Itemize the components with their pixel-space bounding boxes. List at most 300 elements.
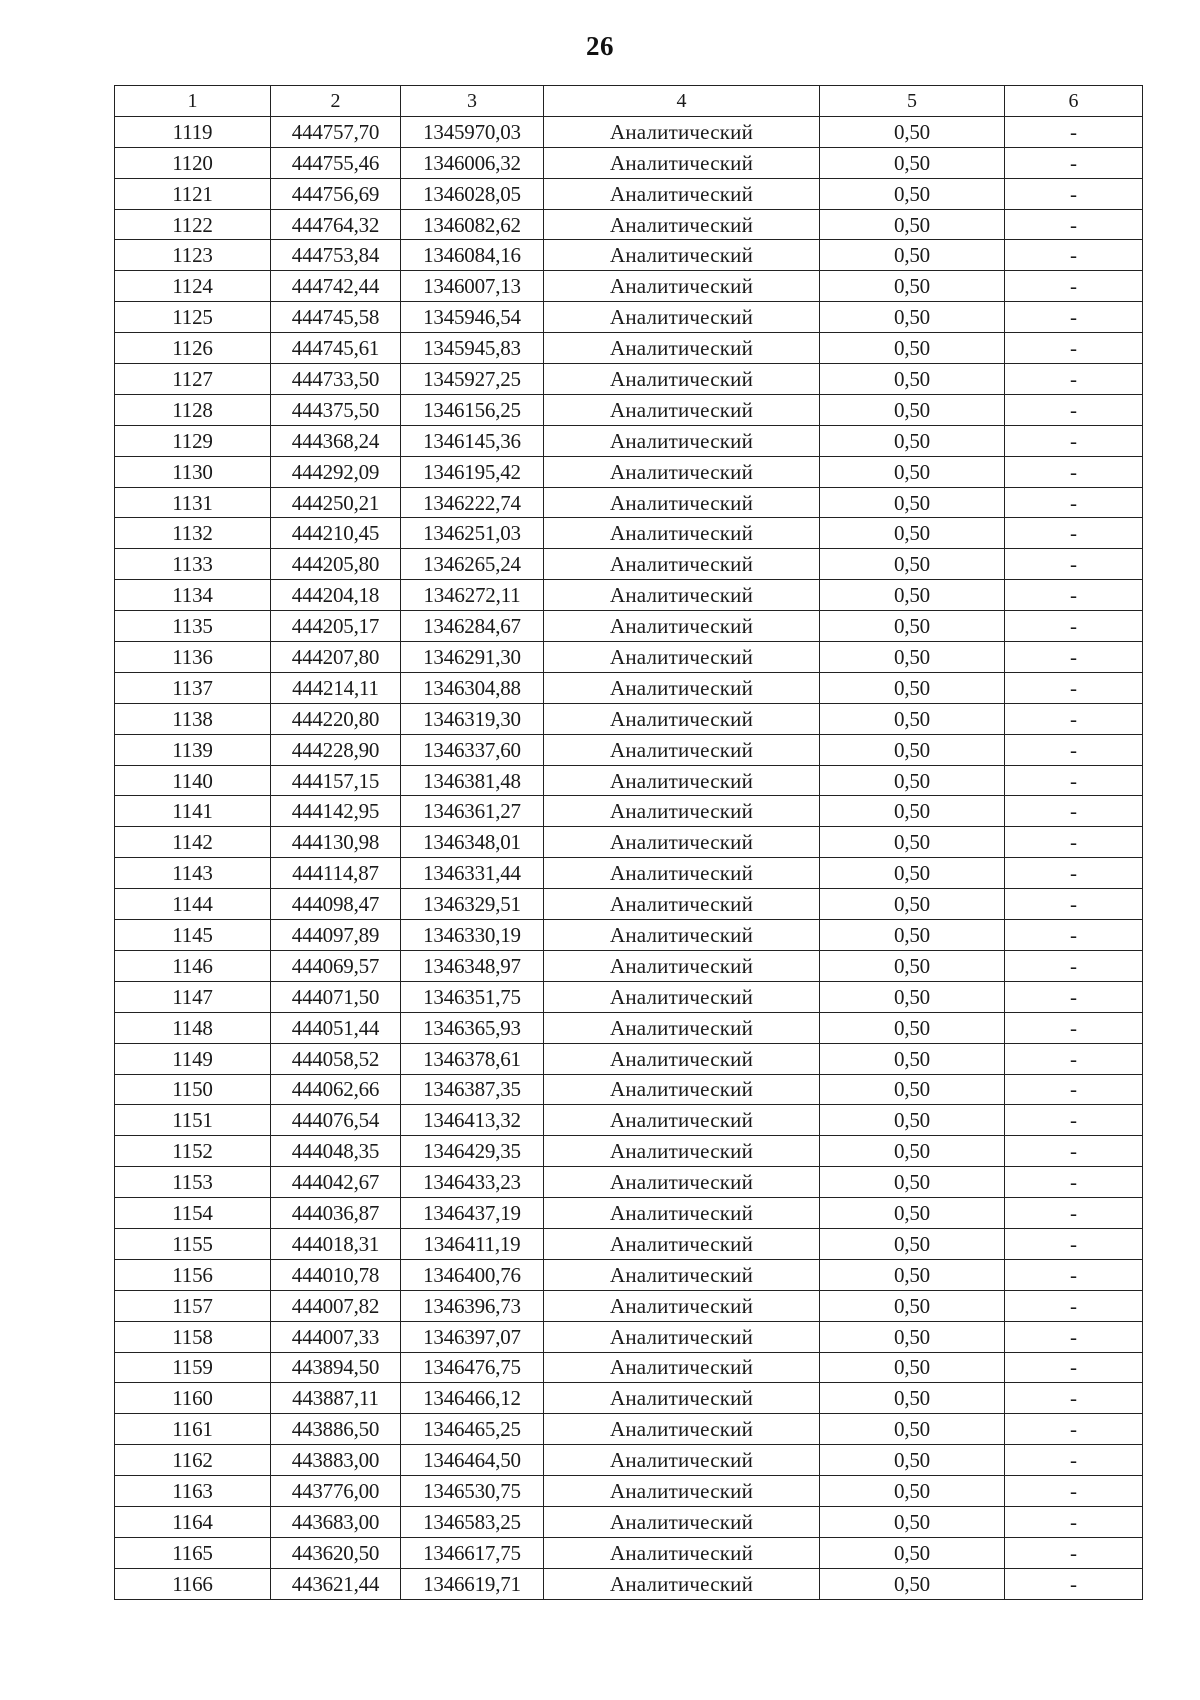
cell-point-number: 1146 <box>115 950 271 981</box>
table-row <box>115 425 1143 456</box>
header-cell-2: 2 <box>271 86 401 117</box>
cell-method: Аналитический <box>544 425 820 456</box>
cell-coord-x: 444214,11 <box>271 672 401 703</box>
cell-coord-x: 444228,90 <box>271 734 401 765</box>
table-row <box>115 611 1143 642</box>
cell-note: - <box>1005 1259 1143 1290</box>
cell-coord-x: 444098,47 <box>271 889 401 920</box>
cell-coord-y: 1346583,25 <box>401 1506 544 1537</box>
cell-point-number: 1144 <box>115 889 271 920</box>
cell-coord-x: 444745,58 <box>271 302 401 333</box>
cell-method: Аналитический <box>544 642 820 673</box>
cell-coord-x: 443683,00 <box>271 1506 401 1537</box>
cell-point-number: 1129 <box>115 425 271 456</box>
cell-note: - <box>1005 1321 1143 1352</box>
cell-point-number: 1133 <box>115 549 271 580</box>
cell-coord-x: 443776,00 <box>271 1476 401 1507</box>
cell-coord-y: 1346413,32 <box>401 1105 544 1136</box>
cell-coord-y: 1346156,25 <box>401 394 544 425</box>
cell-coord-x: 444757,70 <box>271 116 401 147</box>
cell-coord-y: 1346433,23 <box>401 1167 544 1198</box>
cell-accuracy: 0,50 <box>820 1506 1005 1537</box>
cell-coord-x: 444042,67 <box>271 1167 401 1198</box>
cell-note: - <box>1005 116 1143 147</box>
cell-accuracy: 0,50 <box>820 642 1005 673</box>
table-row <box>115 271 1143 302</box>
cell-coord-y: 1346272,11 <box>401 580 544 611</box>
table-row <box>115 1414 1143 1445</box>
cell-note: - <box>1005 580 1143 611</box>
cell-accuracy: 0,50 <box>820 302 1005 333</box>
cell-note: - <box>1005 1445 1143 1476</box>
cell-coord-x: 443621,44 <box>271 1568 401 1599</box>
cell-coord-y: 1346331,44 <box>401 858 544 889</box>
table-row <box>115 703 1143 734</box>
cell-point-number: 1162 <box>115 1445 271 1476</box>
cell-coord-x: 443886,50 <box>271 1414 401 1445</box>
cell-point-number: 1136 <box>115 642 271 673</box>
table-row <box>115 147 1143 178</box>
cell-method: Аналитический <box>544 920 820 951</box>
cell-coord-y: 1346361,27 <box>401 796 544 827</box>
cell-note: - <box>1005 1476 1143 1507</box>
table-row <box>115 642 1143 673</box>
cell-coord-x: 444007,82 <box>271 1290 401 1321</box>
cell-accuracy: 0,50 <box>820 333 1005 364</box>
cell-point-number: 1154 <box>115 1198 271 1229</box>
cell-method: Аналитический <box>544 1290 820 1321</box>
cell-method: Аналитический <box>544 950 820 981</box>
cell-note: - <box>1005 1012 1143 1043</box>
cell-method: Аналитический <box>544 827 820 858</box>
cell-coord-y: 1346084,16 <box>401 240 544 271</box>
cell-coord-y: 1346400,76 <box>401 1259 544 1290</box>
cell-method: Аналитический <box>544 549 820 580</box>
cell-point-number: 1155 <box>115 1228 271 1259</box>
cell-point-number: 1122 <box>115 209 271 240</box>
cell-coord-y: 1346530,75 <box>401 1476 544 1507</box>
cell-coord-y: 1346195,42 <box>401 456 544 487</box>
cell-note: - <box>1005 827 1143 858</box>
table-row <box>115 1012 1143 1043</box>
cell-coord-x: 444764,32 <box>271 209 401 240</box>
cell-method: Аналитический <box>544 1476 820 1507</box>
cell-point-number: 1153 <box>115 1167 271 1198</box>
table-row <box>115 1074 1143 1105</box>
cell-coord-x: 444210,45 <box>271 518 401 549</box>
cell-method: Аналитический <box>544 1506 820 1537</box>
cell-point-number: 1165 <box>115 1537 271 1568</box>
cell-coord-y: 1346348,01 <box>401 827 544 858</box>
cell-coord-x: 444007,33 <box>271 1321 401 1352</box>
cell-point-number: 1137 <box>115 672 271 703</box>
cell-point-number: 1123 <box>115 240 271 271</box>
cell-note: - <box>1005 1167 1143 1198</box>
cell-point-number: 1132 <box>115 518 271 549</box>
cell-method: Аналитический <box>544 1198 820 1229</box>
cell-accuracy: 0,50 <box>820 827 1005 858</box>
cell-method: Аналитический <box>544 858 820 889</box>
cell-point-number: 1159 <box>115 1352 271 1383</box>
table-row <box>115 1321 1143 1352</box>
cell-note: - <box>1005 178 1143 209</box>
cell-method: Аналитический <box>544 1167 820 1198</box>
table-row <box>115 178 1143 209</box>
cell-coord-x: 444753,84 <box>271 240 401 271</box>
table-row <box>115 549 1143 580</box>
cell-coord-x: 444292,09 <box>271 456 401 487</box>
cell-coord-y: 1346284,67 <box>401 611 544 642</box>
cell-coord-y: 1346265,24 <box>401 549 544 580</box>
cell-note: - <box>1005 672 1143 703</box>
table-row <box>115 333 1143 364</box>
table-row <box>115 1105 1143 1136</box>
cell-note: - <box>1005 302 1143 333</box>
cell-method: Аналитический <box>544 364 820 395</box>
cell-coord-x: 444010,78 <box>271 1259 401 1290</box>
table-row <box>115 1043 1143 1074</box>
cell-method: Аналитический <box>544 271 820 302</box>
cell-method: Аналитический <box>544 1105 820 1136</box>
header-cell-5: 5 <box>820 86 1005 117</box>
cell-coord-x: 444733,50 <box>271 364 401 395</box>
cell-coord-y: 1345927,25 <box>401 364 544 395</box>
table-row <box>115 364 1143 395</box>
cell-method: Аналитический <box>544 796 820 827</box>
table-row <box>115 116 1143 147</box>
cell-accuracy: 0,50 <box>820 734 1005 765</box>
cell-method: Аналитический <box>544 209 820 240</box>
cell-point-number: 1145 <box>115 920 271 951</box>
cell-method: Аналитический <box>544 1537 820 1568</box>
cell-method: Аналитический <box>544 1445 820 1476</box>
cell-accuracy: 0,50 <box>820 1105 1005 1136</box>
cell-coord-x: 444058,52 <box>271 1043 401 1074</box>
cell-note: - <box>1005 240 1143 271</box>
table-row <box>115 580 1143 611</box>
cell-method: Аналитический <box>544 240 820 271</box>
cell-coord-x: 444375,50 <box>271 394 401 425</box>
table-row <box>115 1445 1143 1476</box>
cell-coord-x: 444130,98 <box>271 827 401 858</box>
cell-coord-y: 1346251,03 <box>401 518 544 549</box>
cell-method: Аналитический <box>544 456 820 487</box>
cell-note: - <box>1005 518 1143 549</box>
cell-method: Аналитический <box>544 1043 820 1074</box>
cell-point-number: 1139 <box>115 734 271 765</box>
cell-method: Аналитический <box>544 518 820 549</box>
cell-note: - <box>1005 981 1143 1012</box>
cell-point-number: 1120 <box>115 147 271 178</box>
table-row <box>115 1136 1143 1167</box>
table-row <box>115 1537 1143 1568</box>
cell-accuracy: 0,50 <box>820 1043 1005 1074</box>
cell-accuracy: 0,50 <box>820 858 1005 889</box>
cell-note: - <box>1005 1105 1143 1136</box>
table-row <box>115 950 1143 981</box>
cell-note: - <box>1005 1074 1143 1105</box>
cell-coord-x: 444036,87 <box>271 1198 401 1229</box>
table-row <box>115 765 1143 796</box>
coordinates-table <box>114 85 1143 1600</box>
cell-method: Аналитический <box>544 1228 820 1259</box>
cell-accuracy: 0,50 <box>820 147 1005 178</box>
cell-coord-x: 444220,80 <box>271 703 401 734</box>
cell-coord-x: 444142,95 <box>271 796 401 827</box>
cell-note: - <box>1005 1136 1143 1167</box>
table-row <box>115 1568 1143 1599</box>
cell-accuracy: 0,50 <box>820 240 1005 271</box>
cell-coord-y: 1346378,61 <box>401 1043 544 1074</box>
table-header <box>115 86 1143 117</box>
cell-coord-y: 1346145,36 <box>401 425 544 456</box>
cell-method: Аналитический <box>544 981 820 1012</box>
cell-coord-x: 443887,11 <box>271 1383 401 1414</box>
cell-coord-y: 1346437,19 <box>401 1198 544 1229</box>
cell-accuracy: 0,50 <box>820 1321 1005 1352</box>
cell-coord-y: 1346396,73 <box>401 1290 544 1321</box>
cell-coord-y: 1346619,71 <box>401 1568 544 1599</box>
cell-accuracy: 0,50 <box>820 425 1005 456</box>
cell-coord-x: 444062,66 <box>271 1074 401 1105</box>
cell-coord-x: 444051,44 <box>271 1012 401 1043</box>
cell-point-number: 1121 <box>115 178 271 209</box>
cell-coord-x: 444069,57 <box>271 950 401 981</box>
cell-coord-y: 1346222,74 <box>401 487 544 518</box>
cell-coord-y: 1346348,97 <box>401 950 544 981</box>
cell-point-number: 1161 <box>115 1414 271 1445</box>
cell-point-number: 1142 <box>115 827 271 858</box>
cell-point-number: 1150 <box>115 1074 271 1105</box>
cell-note: - <box>1005 1414 1143 1445</box>
cell-accuracy: 0,50 <box>820 1352 1005 1383</box>
cell-point-number: 1147 <box>115 981 271 1012</box>
cell-coord-y: 1346365,93 <box>401 1012 544 1043</box>
page-number: 26 <box>586 31 614 61</box>
cell-accuracy: 0,50 <box>820 1568 1005 1599</box>
cell-accuracy: 0,50 <box>820 364 1005 395</box>
cell-method: Аналитический <box>544 1321 820 1352</box>
cell-method: Аналитический <box>544 765 820 796</box>
cell-note: - <box>1005 642 1143 673</box>
cell-point-number: 1160 <box>115 1383 271 1414</box>
cell-point-number: 1152 <box>115 1136 271 1167</box>
cell-coord-y: 1346082,62 <box>401 209 544 240</box>
table-row <box>115 209 1143 240</box>
cell-point-number: 1164 <box>115 1506 271 1537</box>
cell-coord-x: 444756,69 <box>271 178 401 209</box>
table-row <box>115 796 1143 827</box>
cell-coord-x: 444755,46 <box>271 147 401 178</box>
table-row <box>115 672 1143 703</box>
header-cell-3: 3 <box>401 86 544 117</box>
table-row <box>115 1259 1143 1290</box>
cell-coord-x: 444368,24 <box>271 425 401 456</box>
cell-coord-y: 1346291,30 <box>401 642 544 673</box>
table-row <box>115 827 1143 858</box>
table-row <box>115 1167 1143 1198</box>
cell-coord-x: 444048,35 <box>271 1136 401 1167</box>
cell-point-number: 1128 <box>115 394 271 425</box>
cell-method: Аналитический <box>544 672 820 703</box>
table-row <box>115 889 1143 920</box>
cell-note: - <box>1005 1383 1143 1414</box>
cell-method: Аналитический <box>544 116 820 147</box>
cell-note: - <box>1005 950 1143 981</box>
table-row <box>115 1476 1143 1507</box>
cell-coord-y: 1346007,13 <box>401 271 544 302</box>
cell-coord-x: 444076,54 <box>271 1105 401 1136</box>
table-row <box>115 394 1143 425</box>
cell-note: - <box>1005 765 1143 796</box>
cell-method: Аналитический <box>544 611 820 642</box>
cell-coord-x: 444745,61 <box>271 333 401 364</box>
cell-coord-y: 1346476,75 <box>401 1352 544 1383</box>
cell-accuracy: 0,50 <box>820 209 1005 240</box>
table-row <box>115 487 1143 518</box>
cell-coord-y: 1345945,83 <box>401 333 544 364</box>
cell-coord-x: 444018,31 <box>271 1228 401 1259</box>
cell-accuracy: 0,50 <box>820 672 1005 703</box>
cell-coord-y: 1346006,32 <box>401 147 544 178</box>
cell-coord-x: 444205,17 <box>271 611 401 642</box>
header-cell-6: 6 <box>1005 86 1143 117</box>
cell-method: Аналитический <box>544 889 820 920</box>
table-row <box>115 518 1143 549</box>
cell-note: - <box>1005 333 1143 364</box>
cell-accuracy: 0,50 <box>820 1537 1005 1568</box>
header-cell-1: 1 <box>115 86 271 117</box>
cell-note: - <box>1005 456 1143 487</box>
cell-accuracy: 0,50 <box>820 549 1005 580</box>
cell-point-number: 1130 <box>115 456 271 487</box>
cell-point-number: 1149 <box>115 1043 271 1074</box>
table-row <box>115 1228 1143 1259</box>
table-row <box>115 1506 1143 1537</box>
cell-point-number: 1157 <box>115 1290 271 1321</box>
cell-note: - <box>1005 734 1143 765</box>
cell-note: - <box>1005 703 1143 734</box>
cell-note: - <box>1005 1568 1143 1599</box>
cell-coord-y: 1346381,48 <box>401 765 544 796</box>
cell-accuracy: 0,50 <box>820 1259 1005 1290</box>
cell-point-number: 1124 <box>115 271 271 302</box>
cell-method: Аналитический <box>544 333 820 364</box>
cell-note: - <box>1005 1043 1143 1074</box>
cell-method: Аналитический <box>544 1414 820 1445</box>
header-cell-4: 4 <box>544 86 820 117</box>
cell-note: - <box>1005 209 1143 240</box>
cell-coord-y: 1346337,60 <box>401 734 544 765</box>
cell-point-number: 1126 <box>115 333 271 364</box>
cell-note: - <box>1005 858 1143 889</box>
cell-accuracy: 0,50 <box>820 796 1005 827</box>
cell-coord-x: 444204,18 <box>271 580 401 611</box>
cell-point-number: 1163 <box>115 1476 271 1507</box>
cell-point-number: 1158 <box>115 1321 271 1352</box>
cell-accuracy: 0,50 <box>820 889 1005 920</box>
cell-coord-y: 1346319,30 <box>401 703 544 734</box>
cell-accuracy: 0,50 <box>820 1414 1005 1445</box>
cell-note: - <box>1005 425 1143 456</box>
cell-note: - <box>1005 1506 1143 1537</box>
cell-note: - <box>1005 796 1143 827</box>
cell-coord-y: 1345946,54 <box>401 302 544 333</box>
cell-accuracy: 0,50 <box>820 920 1005 951</box>
cell-accuracy: 0,50 <box>820 703 1005 734</box>
cell-accuracy: 0,50 <box>820 116 1005 147</box>
cell-note: - <box>1005 147 1143 178</box>
cell-note: - <box>1005 1290 1143 1321</box>
table-row <box>115 302 1143 333</box>
cell-accuracy: 0,50 <box>820 1383 1005 1414</box>
table-row <box>115 1198 1143 1229</box>
cell-coord-x: 444207,80 <box>271 642 401 673</box>
cell-accuracy: 0,50 <box>820 1290 1005 1321</box>
table-row <box>115 1383 1143 1414</box>
cell-coord-y: 1346466,12 <box>401 1383 544 1414</box>
cell-note: - <box>1005 487 1143 518</box>
cell-method: Аналитический <box>544 1012 820 1043</box>
cell-point-number: 1151 <box>115 1105 271 1136</box>
cell-point-number: 1166 <box>115 1568 271 1599</box>
cell-accuracy: 0,50 <box>820 487 1005 518</box>
cell-note: - <box>1005 889 1143 920</box>
cell-accuracy: 0,50 <box>820 1445 1005 1476</box>
cell-accuracy: 0,50 <box>820 518 1005 549</box>
cell-accuracy: 0,50 <box>820 1167 1005 1198</box>
table-body <box>115 116 1143 1599</box>
cell-coord-x: 444742,44 <box>271 271 401 302</box>
table-row <box>115 734 1143 765</box>
cell-method: Аналитический <box>544 178 820 209</box>
cell-point-number: 1148 <box>115 1012 271 1043</box>
cell-accuracy: 0,50 <box>820 394 1005 425</box>
cell-accuracy: 0,50 <box>820 456 1005 487</box>
cell-note: - <box>1005 271 1143 302</box>
cell-accuracy: 0,50 <box>820 1012 1005 1043</box>
cell-point-number: 1141 <box>115 796 271 827</box>
cell-method: Аналитический <box>544 302 820 333</box>
cell-coord-y: 1346330,19 <box>401 920 544 951</box>
cell-accuracy: 0,50 <box>820 1074 1005 1105</box>
cell-coord-y: 1345970,03 <box>401 116 544 147</box>
cell-coord-y: 1346387,35 <box>401 1074 544 1105</box>
cell-coord-x: 444097,89 <box>271 920 401 951</box>
cell-coord-y: 1346464,50 <box>401 1445 544 1476</box>
cell-point-number: 1143 <box>115 858 271 889</box>
cell-point-number: 1140 <box>115 765 271 796</box>
cell-method: Аналитический <box>544 1383 820 1414</box>
cell-note: - <box>1005 611 1143 642</box>
cell-accuracy: 0,50 <box>820 981 1005 1012</box>
cell-note: - <box>1005 1537 1143 1568</box>
cell-coord-x: 444114,87 <box>271 858 401 889</box>
cell-coord-y: 1346351,75 <box>401 981 544 1012</box>
cell-note: - <box>1005 1198 1143 1229</box>
cell-coord-y: 1346465,25 <box>401 1414 544 1445</box>
cell-method: Аналитический <box>544 1136 820 1167</box>
cell-coord-x: 443620,50 <box>271 1537 401 1568</box>
table-row <box>115 1290 1143 1321</box>
cell-coord-y: 1346429,35 <box>401 1136 544 1167</box>
cell-coord-x: 444205,80 <box>271 549 401 580</box>
cell-method: Аналитический <box>544 1352 820 1383</box>
cell-note: - <box>1005 920 1143 951</box>
cell-point-number: 1131 <box>115 487 271 518</box>
cell-accuracy: 0,50 <box>820 950 1005 981</box>
cell-point-number: 1135 <box>115 611 271 642</box>
